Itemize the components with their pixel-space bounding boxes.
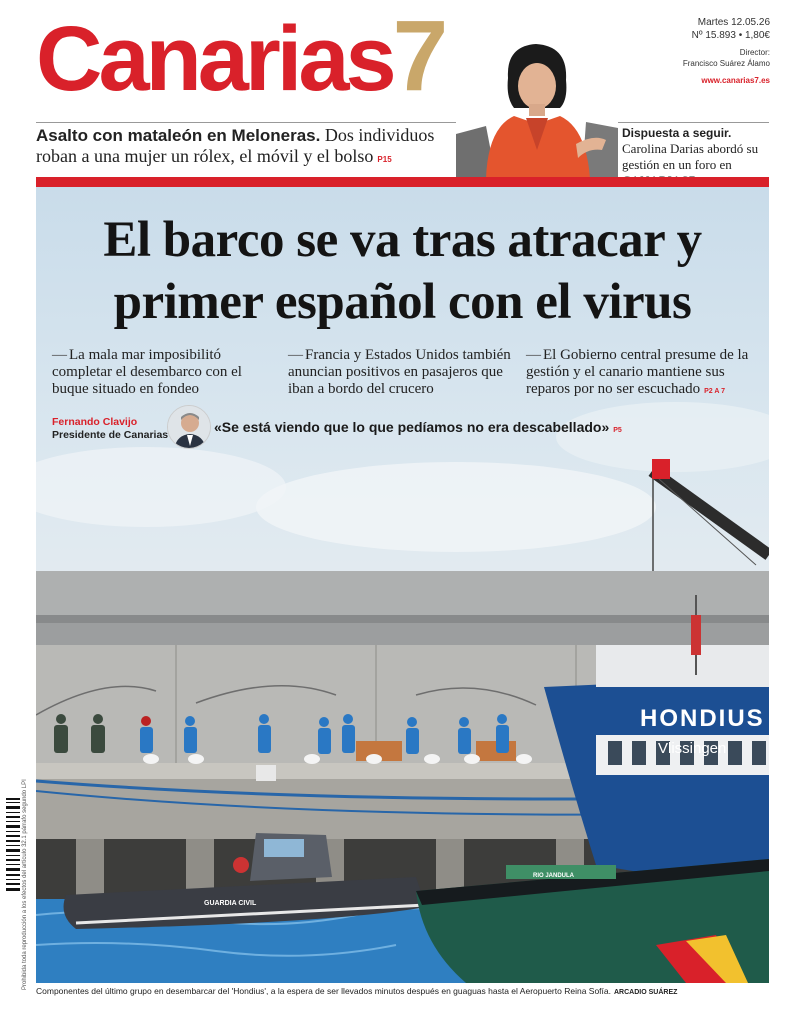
teaser-text: Dos individuos roban a una mujer un rólex, el móvil y el bolso: [36, 125, 435, 166]
headline-line-1: El barco se va tras atracar y: [103, 212, 702, 268]
issue-number-price: Nº 15.893 • 1,80€: [691, 30, 770, 41]
main-headline: [36, 209, 769, 333]
director-label: Director:: [739, 48, 770, 57]
photo-caption: [36, 986, 677, 996]
masthead-divider: [36, 122, 769, 123]
clavijo-quote: [214, 419, 622, 435]
page-ref: P2 A 7: [704, 388, 725, 395]
legal-notice: Prohibida toda reproducción a los efectos del artículo 32.1 párrafo segundo LPI: [22, 779, 28, 990]
subhead-text: Francia y Estados Unidos también anuncian positivos en pasajeros que iban a bordo del crucero: [288, 347, 511, 397]
issue-date: Martes 12.05.26: [697, 17, 770, 28]
headline-line-2: primer español con el virus: [113, 274, 692, 330]
ship-name: HONDIUS: [640, 705, 765, 732]
page-ref: P5: [613, 427, 622, 434]
subhead-text: La mala mar imposibilitó completar el desembarco con el buque situado en fondeo: [52, 347, 242, 397]
ship-port: Vlissingen: [658, 740, 727, 757]
masthead-logo: [36, 0, 445, 112]
quote-text: «Se está viendo que lo que pedíamos no era descabellado»: [214, 419, 610, 435]
caption-text: Componentes del último grupo en desembarcar del 'Hondius', a la espera de ser llevados minutos después en guaguas hasta el Aeropuerto Reina Sofía.: [36, 986, 611, 996]
subhead-text: El Gobierno central presume de la gestión y el canario mantiene sus reparos por no ser escuchado: [526, 347, 749, 397]
subhead-item: — Francia y Estados Unidos también anuncian positivos en pasajeros que iban a bordo del crucero: [288, 347, 511, 397]
logo-number: 7: [392, 0, 445, 112]
subhead-item: — La mala mar imposibilitó completar el desembarco con el buque situado en fondeo: [52, 347, 242, 397]
main-photo: [36, 187, 769, 983]
photo-credit: ARCADIO SUÁREZ: [614, 989, 678, 996]
logo-name: Canarias: [36, 8, 393, 110]
red-rule: [36, 177, 769, 187]
boat-label: GUARDIA CIVIL: [204, 900, 257, 907]
issue-meta: [683, 16, 770, 86]
quote-author: [52, 416, 168, 442]
author-name: Fernando Clavijo: [52, 416, 138, 428]
darias-portrait: [456, 42, 618, 178]
author-role: Presidente de Canarias: [52, 429, 169, 441]
teaser-lead: Dispuesta a seguir.: [622, 126, 732, 140]
teaser-meloneras[interactable]: [36, 125, 456, 170]
subhead-item: — El Gobierno central presume de la gestión y el canario mantiene sus reparos por no ser escuchado P2 A 7: [526, 347, 749, 397]
port-scene: [36, 445, 769, 983]
patrol-label: RIO JANDULA: [533, 873, 575, 879]
website-link[interactable]: www.canarias7.es: [701, 76, 770, 85]
teaser-lead: Asalto con mataleón en Meloneras.: [36, 126, 321, 145]
page-ref: P15: [377, 155, 392, 164]
director-name: Francisco Suárez Álamo: [682, 59, 770, 68]
clavijo-avatar: [167, 405, 211, 449]
teaser-text: Carolina Darias abordó su gestión en un foro en: [622, 141, 759, 172]
